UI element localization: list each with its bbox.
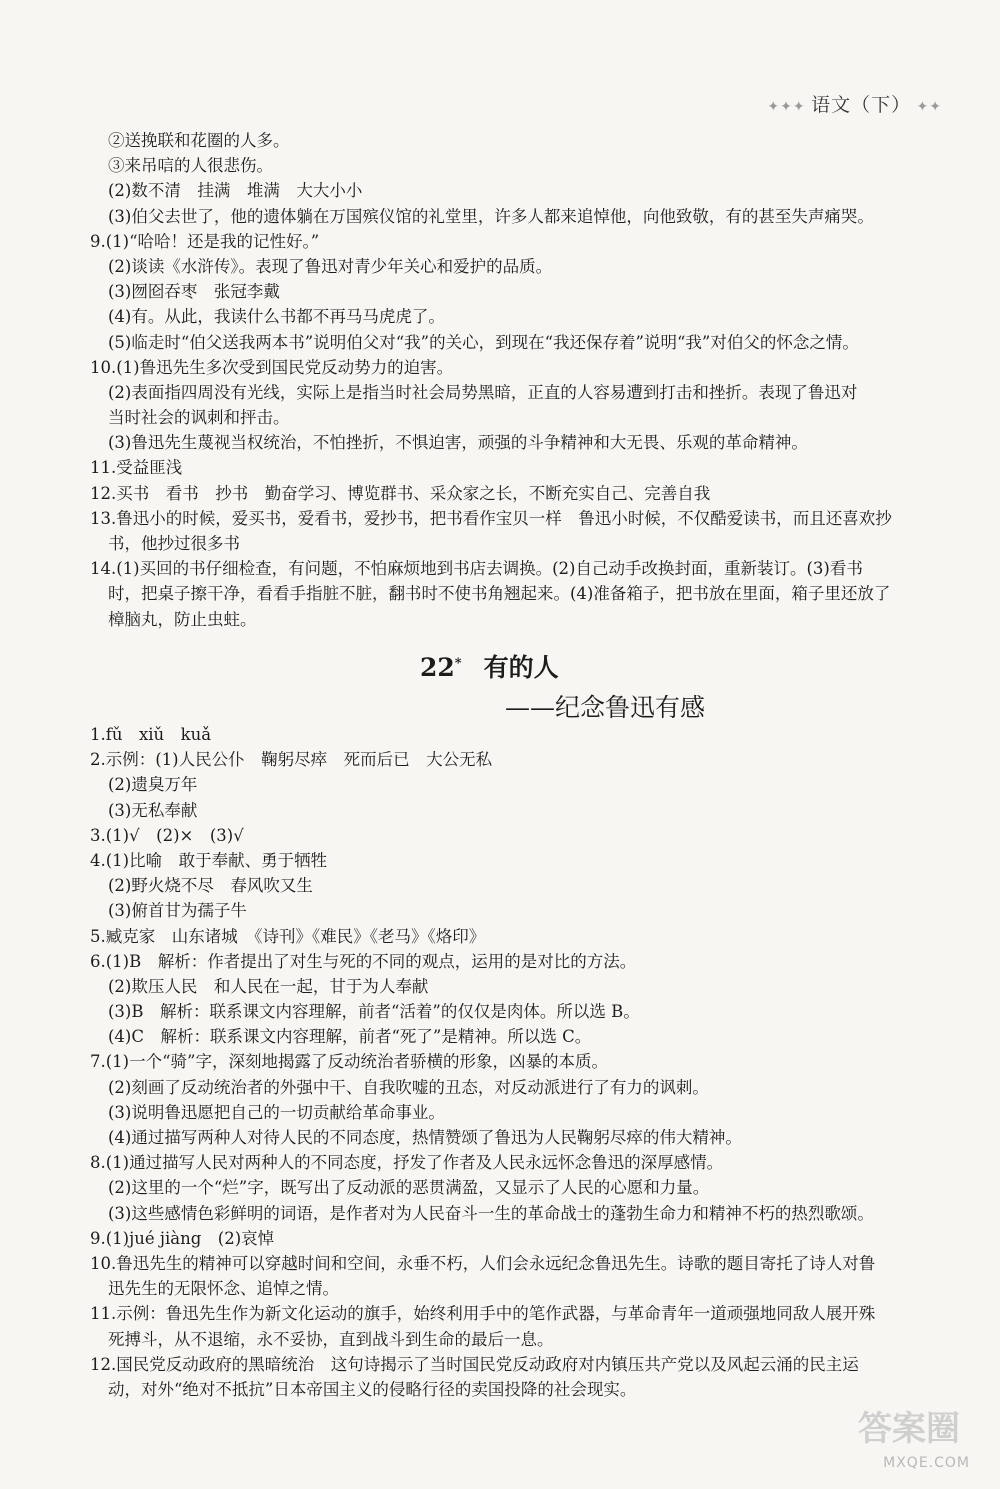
answer-line: 10.鲁迅先生的精神可以穿越时间和空间，永垂不朽，人们会永远纪念鲁迅先生。诗歌的题目寄托了诗人对鲁 (90, 1253, 876, 1273)
answer-line: 5.臧克家 山东诸城 《诗刊》《难民》《老马》《烙印》 (90, 926, 486, 946)
answer-line: 3.(1)√ (2)× (3)√ (90, 825, 244, 845)
section-title (420, 648, 559, 684)
header-subject: 语文（下） (811, 94, 912, 116)
answer-line: 9.(1)jué jiàng (2)哀悼 (90, 1228, 275, 1248)
answer-line: (2)数不清 挂满 堆满 大大小小 (108, 181, 363, 201)
answer-line: (4)有。从此，我读什么书都不再马马虎虎了。 (108, 307, 445, 327)
answer-line: (2)遗臭万年 (108, 775, 198, 795)
answer-line: ②送挽联和花圈的人多。 (108, 131, 290, 150)
answer-line: (3)鲁迅先生蔑视当权统治，不怕挫折，不惧迫害，顽强的斗争精神和大无畏、乐观的革命精神。 (108, 433, 808, 453)
section-subtitle: ——纪念鲁迅有感 (505, 693, 706, 722)
answer-line: 时，把桌子擦干净，看看手指脏不脏，翻书时不使书角翘起来。(4)准备箱子，把书放在里面，箱子里还放了 (108, 584, 891, 604)
section-number: 22 (420, 653, 455, 682)
answer-line: (3)这些感情色彩鲜明的词语，是作者对为人民奋斗一生的革命战士的蓬勃生命力和精神不朽的热烈歌颂。 (108, 1203, 874, 1223)
answer-line: (5)临走时“伯父送我两本书”说明伯父对“我”的关心，到现在“我还保存着”说明“我”对伯父的怀念之情。 (108, 332, 859, 352)
answer-line: 8.(1)通过描写人民对两种人的不同态度，抒发了作者及人民永远怀念鲁迅的深厚感情。 (90, 1153, 724, 1173)
watermark (820, 1401, 970, 1471)
answer-line: 9.(1)“哈哈！还是我的记性好。” (90, 231, 320, 251)
watermark-logo: 答案圈 (858, 1409, 960, 1449)
answer-line: 6.(1)B 解析：作者提出了对生与死的不同的观点，运用的是对比的方法。 (90, 951, 637, 971)
answer-line: (4)通过描写两种人对待人民的不同态度，热情赞颂了鲁迅为人民鞠躬尽瘁的伟大精神。 (108, 1128, 742, 1147)
section-title-text: 有的人 (483, 653, 559, 682)
answer-line: 当时社会的讽刺和抨击。 (108, 408, 290, 428)
answer-line: (3)B 解析：联系课文内容理解，前者“活着”的仅仅是肉体。所以选 B。 (108, 1002, 640, 1022)
answer-line: 1.fǔ xiǔ kuǎ (90, 725, 212, 744)
answer-line: (4)C 解析：联系课文内容理解，前者“死了”是精神。所以选 C。 (108, 1027, 592, 1047)
header-decoration-icon-right: ✦✦ (911, 99, 942, 115)
answer-line: (3)说明鲁迅愿把自己的一切贡献给革命事业。 (108, 1102, 445, 1122)
answer-line: (2)表面指四周没有光线，实际上是指当时社会局势黑暗，正直的人容易遭到打击和挫折。表现了鲁迅对 (108, 382, 858, 402)
answer-line: 13.鲁迅小的时候，爱买书，爱看书，爱抄书，把书看作宝贝一样 鲁迅小时候，不仅酷爱读书，而且还喜欢抄 (90, 508, 892, 528)
answer-line: 2.示例：(1)人民公仆 鞠躬尽瘁 死而后已 大公无私 (90, 750, 493, 770)
answer-block-bottom (90, 722, 940, 1402)
answer-line: (3)伯父去世了，他的遗体躺在万国殡仪馆的礼堂里，许多人都来追悼他，向他致敬，有的甚至失声痛哭。 (108, 206, 874, 226)
answer-line: 12.买书 看书 抄书 勤奋学习、博览群书、采众家之长，不断充实自己、完善自我 (90, 483, 711, 503)
answer-line: 12.国民党反动政府的黑暗统治 这句诗揭示了当时国民党反动政府对内镇压共产党以及风起云涌的民主运 (90, 1354, 859, 1374)
answer-line: ③来吊唁的人很悲伤。 (108, 156, 273, 176)
answer-line: 7.(1)一个“骑”字，深刻地揭露了反动统治者骄横的形象，凶暴的本质。 (90, 1052, 608, 1072)
answer-block-top (90, 128, 940, 632)
answer-line: 11.受益匪浅 (90, 458, 183, 478)
answer-line: (3)俯首甘为孺子牛 (108, 901, 247, 921)
answer-line: (3)无私奉献 (108, 800, 198, 820)
answer-line: (2)刻画了反动统治者的外强中干、自我吹嘘的丑态，对反动派进行了有力的讽刺。 (108, 1077, 709, 1097)
answer-line: (2)欺压人民 和人民在一起，甘于为人奉献 (108, 976, 429, 996)
section-star: * (454, 655, 462, 671)
answer-line: 动，对外“绝对不抵抗”日本帝国主义的侵略行径的卖国投降的社会现实。 (108, 1379, 637, 1399)
answer-line: (3)囫囵吞枣 张冠李戴 (108, 282, 280, 302)
page-header (767, 90, 942, 117)
answer-line: 书，他抄过很多书 (108, 534, 240, 553)
answer-line: (2)谈读《水浒传》。表现了鲁迅对青少年关心和爱护的品质。 (108, 256, 553, 276)
answer-line: (2)这里的一个“烂”字，既写出了反动派的恶贯满盈，又显示了人民的心愿和力量。 (108, 1178, 710, 1198)
answer-line: 死搏斗，从不退缩，永不妥协，直到战斗到生命的最后一息。 (108, 1329, 554, 1349)
header-decoration-icon: ✦✦✦ (767, 99, 812, 115)
answer-line: 11.示例：鲁迅先生作为新文化运动的旗手，始终利用手中的笔作武器，与革命青年一道顽强地同敌人展开殊 (90, 1304, 876, 1324)
answer-line: 4.(1)比喻 敢于奉献、勇于牺牲 (90, 850, 328, 870)
answer-line: 樟脑丸，防止虫蛀。 (108, 609, 257, 629)
watermark-site: MXQE.COM (883, 1455, 970, 1471)
answer-line: 14.(1)买回的书仔细检查，有问题，不怕麻烦地到书店去调换。(2)自己动手改换封面，重新装订。(3)看书 (90, 559, 863, 579)
answer-line: 10.(1)鲁迅先生多次受到国民党反动势力的迫害。 (90, 357, 454, 377)
answer-line: (2)野火烧不尽 春风吹又生 (108, 876, 313, 896)
answer-line: 迅先生的无限怀念、追悼之情。 (108, 1279, 339, 1299)
